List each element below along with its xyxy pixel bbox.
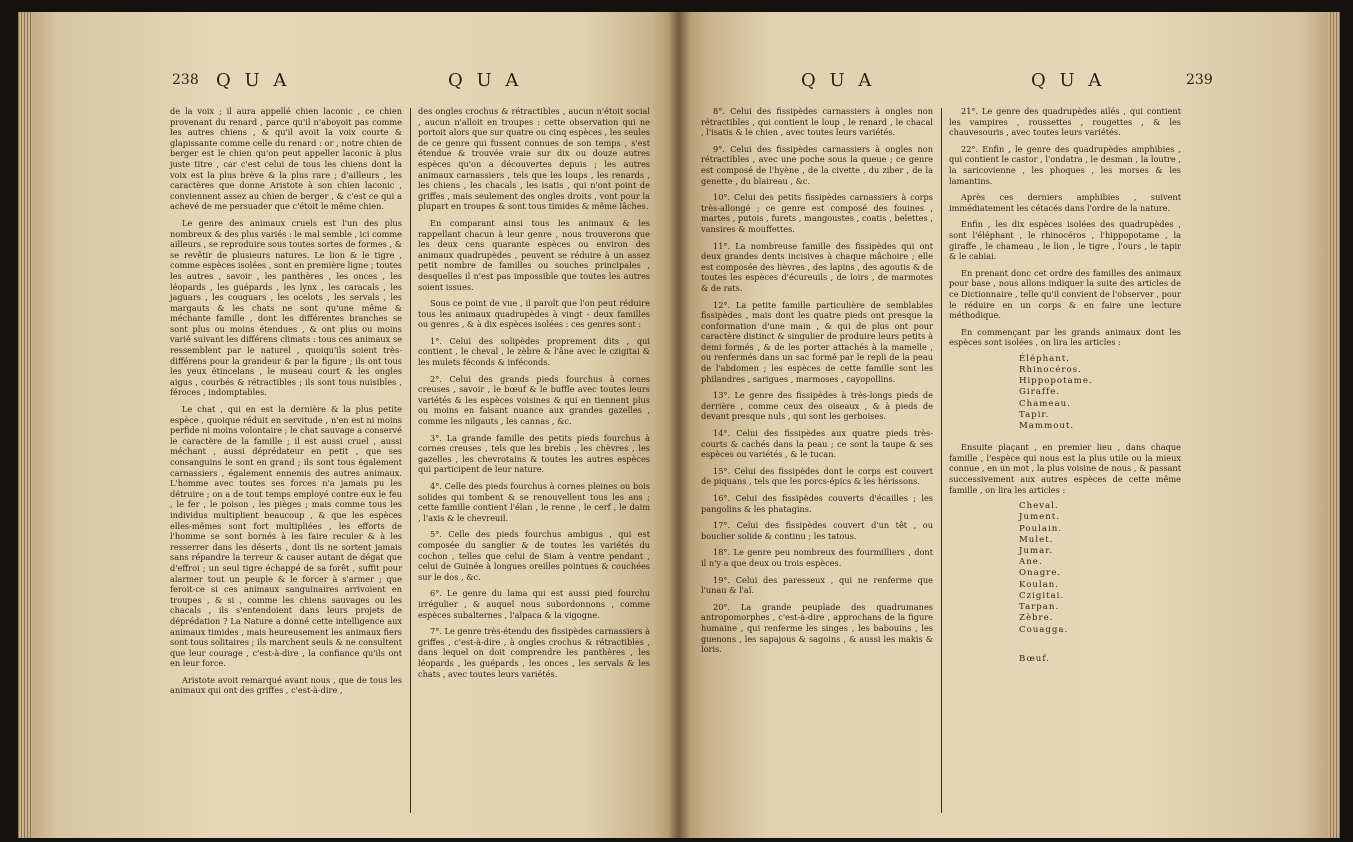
article-entry: Chameau.	[1019, 398, 1071, 409]
running-head: Q U A	[216, 70, 291, 91]
paragraph: 15°. Celui des fissipèdes dont le corps est couvert de piquans , tels que les porcs-épics & les hérissons.	[701, 465, 933, 487]
paragraph: 2°. Celui des grands pieds fourchus à cornes creuses , savoir , le bœuf & le buffle avec toutes leurs variétés & les espèces voisines & qui en tiennent plus ou moins en faisant nuance aux grandes gazelles , comme les nilgauts , les cannas , &c.	[418, 373, 650, 427]
article-list	[1019, 501, 1181, 635]
paragraph: Ensuite plaçant , en premier lieu , dans chaque famille , l'espèce qui nous est la plus utile ou la mieux connue , en un mot , la plus voisine de nous , & passant successivement aux autres espèces de cette même famille , on lira les articles :	[949, 442, 1181, 495]
page-number: 238	[172, 72, 199, 88]
paragraph: de la voix ; il aura appellé chien laconic , ce chien provenant du renard , parce qu'il n'aboyoit pas comme les autres chiens , & qu'il avoit la voix courte & glapissante comme celle du renard : or , notre chien de berger est le chien qu'on peut appeller laconic à plus juste titre , car c'est celui de tous les chiens dont la voix est la plus brève & la plus rare ; d'ailleurs , les caractères que donne Aristote à son chien laconic , conviennent assez au chien de berger , & c'est ce qui a achevé de me persuader que c'étoit le même chien.	[170, 106, 402, 212]
article-entry: Cheval.	[1019, 501, 1059, 512]
article-entry: Poulain.	[1019, 523, 1063, 534]
open-book	[18, 12, 1340, 838]
article-list	[1019, 654, 1181, 665]
paragraph: 7°. Le genre très-étendu des fissipèdes carnassiers à griffes , c'est-à-dire , à ongles crochus & rétractibles , dans lequel on doit comprendre les panthères , les léopards , les guépards , les onces , les servals & les chats , avec toutes leurs variétés.	[418, 626, 650, 679]
book-spine	[668, 12, 690, 838]
running-head: Q U A	[448, 70, 523, 91]
paragraph: Enfin , les dix espèces isolées des quadrupèdes , sont l'éléphant , le rhinocéros , l'hippopotame , la giraffe , le chameau , le lion , le tigre , l'ours , le tapir & le cabiai.	[949, 219, 1181, 262]
page-number: 239	[1186, 72, 1213, 88]
paragraph: 21°. Le genre des quadrupèdes ailés , qui contient les vampires , roussettes , rougettes , & les chauvesouris , avec toutes leurs variétés.	[949, 106, 1181, 138]
paragraph: 5°. Celle des pieds fourchus ambigus , qui est composée du sanglier & de toutes les variétés du cochon , telles que celui de Siam à ventre pendant , celui de Guinée à longues oreilles pointues & couchées sur le dos , &c.	[418, 529, 650, 582]
paragraph: 20°. La grande peuplade des quadrumanes antropomorphes , c'est-à-dire , approchans de la figure humaine , qui renferme les singes , les babouins , les guenons , les sapajous & sagoins , & aussi les makis & loris.	[701, 601, 933, 655]
text-column-1	[701, 106, 933, 661]
article-entry: Éléphant.	[1019, 353, 1070, 364]
paragraph: 10°. Celui des petits fissipèdes carnassiers à corps très-allongé ; ce genre est composé des fouines , martes , putois , furets , mangoustes , coatis , belettes , vansires & mouffettes.	[701, 192, 933, 234]
article-entry: Onagre.	[1019, 568, 1062, 579]
article-entry: Bœuf.	[1019, 653, 1050, 664]
paragraph: Le chat , qui en est la dernière & la plus petite espèce , quoique réduit en servitude , n'en est ni moins perfide ni moins volontaire ; le chat sauvage a conservé le caractère de la famille ; il est aussi cruel , aussi méchant , aussi déprédateur en petit , que ses consanguins le sont en grand ; ils sont tous également carnassiers , également ennemis des autres animaux. L'homme avec toutes ses forces n'a jamais pu les détruire ; on a de tout temps employé contre eux le feu , le fer , le poison , les pièges ; mais comme tous les individus multiplient beaucoup , & que les espèces elles-mêmes sont fort multipliées , les efforts de l'homme se sont bornés à les faire reculer & à les resserrer dans les déserts , dont ils ne sortent jamais sans répandre la terreur & causer autant de dégat que d'effroi ; un seul tigre échappé de sa forêt , suffit pour alarmer tout un peuple & le forcer à s'armer ; que feroit-ce si ces animaux sanguinaires arrivoient en troupes , & si , comme les chiens sauvages ou les chacals , ils s'entendoient dans leurs projets de déprédation ? La Nature a donné cette intelligence aux animaux timides , mais heureusement les animaux fiers sont tous solitaires ; ils marchent seuls & ne consultent que leur courage , c'est-à-dire , la confiance qu'ils ont en leur force.	[170, 404, 402, 669]
paragraph: 14°. Celui des fissipèdes aux quatre pieds très-courts & cachés dans la peau ; ce sont la taupe & ses espèces ou variétés , & le tucan.	[701, 428, 933, 460]
article-entry: Giraffe.	[1019, 387, 1061, 398]
column-rule	[941, 108, 942, 813]
paragraph: 18°. Le genre peu nombreux des fourmilliers , dont il n'y a que deux ou trois espèces.	[701, 547, 933, 568]
paragraph: 22°. Enfin , le genre des quadrupèdes amphibies , qui contient le castor , l'ondatra , le desman , la loutre , la saricovienne , les phoques , les morses & les lamantins.	[949, 143, 1181, 186]
article-list	[1019, 354, 1181, 432]
paragraph: 16°. Celui des fissipèdes couverts d'écailles ; les pangolins & les phatagins.	[701, 493, 933, 514]
paragraph: 9°. Celui des fissipèdes carnassiers à ongles non rétractibles , avec une poche sous la queue ; ce genre est composé de l'hyène , de la civette , du ziber , de la genette , du blaireau , &c.	[701, 143, 933, 186]
article-entry: Jument.	[1019, 512, 1060, 523]
paragraph: Sous ce point de vue , il paroît que l'on peut réduire tous les animaux quadrupèdes à vingt - deux familles ou genres , & à dix espèces isolées : ces genres sont :	[418, 298, 650, 330]
text-column-2	[418, 106, 650, 685]
paragraph: 17°. Celui des fissipèdes couvert d'un têt , ou bouclier solide & continu ; les tatous.	[701, 520, 933, 541]
article-entry: Tarpan.	[1019, 602, 1060, 613]
paragraph: 4°. Celle des pieds fourchus à cornes pleines ou bois solides qui tombent & se renouvellent tous les ans ; cette famille contient l'élan , le renne , le cerf , le daim , l'axis & le chevreuil.	[418, 481, 650, 523]
page-edge	[18, 12, 32, 838]
paragraph: 11°. La nombreuse famille des fissipèdes qui ont deux grandes dents incisives à chaque mâchoire ; elle est composée des lièvres , des lapins , des agoutis & de toutes les espèces d'écureuils , de loirs , de marmotes & de rats.	[701, 240, 933, 293]
article-entry: Hippopotame.	[1019, 376, 1093, 387]
article-entry: Tapir.	[1019, 409, 1050, 420]
left-page	[18, 12, 679, 838]
page-edge	[1328, 12, 1340, 838]
paragraph: En commençant par les grands animaux dont les espèces sont isolées , on lira les articles :	[949, 326, 1181, 348]
article-entry: Ane.	[1019, 557, 1043, 568]
paragraph: 8°. Celui des fissipèdes carnassiers à ongles non rétractibles , qui contient le loup , le renard , le chacal , l'isatis & le chien , avec toutes leurs variétés.	[701, 106, 933, 138]
paragraph: des ongles crochus & rétractibles , aucun n'étoit social , aucun n'alloit en troupes : cette observation qui ne portoit alors que sur quatre ou cinq espèces , les seules de ce genre qui fussent connues de son temps , s'est étendue & trouvée vraie sur dix ou douze autres espèces qu'on a découvertes depuis ; les autres animaux carnassiers , tels que les loups , les renards , les chiens , les chacals , les isatis , qui n'ont point de griffes , mais seulement des ongles droits , vont pour la plupart en troupes & sont tous timides & même lâches.	[418, 106, 650, 212]
paragraph: En comparant ainsi tous les animaux & les rappellant chacun à leur genre , nous trouverons que les deux cens quarante espèces ou environ des animaux quadrupèdes , peuvent se réduire à un assez petit nombre de familles ou souches principales , desquelles il n'est pas impossible que toutes les autres soient issues.	[418, 217, 650, 292]
article-entry: Couagga.	[1019, 624, 1069, 635]
paragraph: 6°. Le genre du lama qui est aussi pied fourchu irrégulier , & auquel nous subordonnons , comme espèces subalternes , l'alpaca & la vigogne.	[418, 588, 650, 620]
article-entry: Rhinocéros.	[1019, 365, 1082, 376]
article-entry: Czigitai.	[1019, 590, 1065, 601]
article-entry: Zèbre.	[1019, 613, 1054, 624]
paragraph: 3°. La grande famille des petits pieds fourchus à cornes creuses , tels que les brebis , les chèvres , les gazelles , les chevrotains & toutes les autres espèces qui participent de leur nature.	[418, 432, 650, 475]
paragraph: Aristote avoit remarqué avant nous , que de tous les animaux qui ont des griffes , c'est-à-dire ,	[170, 674, 402, 696]
running-head: Q U A	[801, 70, 876, 91]
running-head: Q U A	[1031, 70, 1106, 91]
paragraph: Après ces derniers amphibies , suivent immédiatement les cétacés dans l'ordre de la nature.	[949, 192, 1181, 213]
article-entry: Mammout.	[1019, 421, 1075, 432]
paragraph: 1°. Celui des solipèdes proprement dits , qui contient , le cheval , le zèbre & l'âne avec le czigitai & les mulets féconds & inféconds.	[418, 335, 650, 368]
article-entry: Jumar.	[1019, 546, 1054, 557]
paragraph: 13°. Le genre des fissipèdes à très-longs pieds de derrière , comme ceux des oiseaux , & à pieds de devant presque nuls , qui sont les gerboises.	[701, 390, 933, 422]
paragraph: 12°. La petite famille particulière de semblables fissipèdes , mais dont les quatre pieds ont presque la conformation d'une main , & qui de plus ont pour caractère distinct & singulier de produire leurs petits à demi formés , & de les porter attachés à la mamelle , ou renfermés dans un sac formé par le repli de la peau de l'abdomen ; les espèces de cette famille sont les philandres , sarigues , marmoses , cayopollins.	[701, 299, 933, 384]
text-column-2	[949, 106, 1181, 675]
right-page	[679, 12, 1340, 838]
paragraph: 19°. Celui des paresseux , qui ne renferme que l'unau & l'aï.	[701, 574, 933, 596]
text-column-1	[170, 106, 402, 702]
article-entry: Mulet.	[1019, 534, 1054, 545]
article-entry: Koulan.	[1019, 579, 1060, 590]
paragraph: En prenant donc cet ordre des familles des animaux pour base , nous allons indiquer la suite des articles de ce Dictionnaire , telle qu'il convient de l'observer , pour le réduire en un corps & en faire une lecture méthodique.	[949, 267, 1181, 321]
column-rule	[410, 108, 411, 813]
paragraph: Le genre des animaux cruels est l'un des plus nombreux & des plus variés : le mal semble , ici comme ailleurs , se reproduire sous toutes sortes de formes , & se revêtir de plusieurs natures. Le lion & le tigre , comme espèces isolées , sont en première ligne ; toutes les autres , savoir , les panthères , les onces , les léopards , les guépards , les lynx , les caracals , les jaguars , les couguars , les ocelots , les servals , les margauts & les chats ne sont qu'une même & méchante famille , dont les différentes branches se sont plus ou moins étendues , & ont plus ou moins varié suivant les différens climats : tous ces animaux se ressemblent par le naturel , quoiqu'ils soient très-différens pour la grandeur & par la figure ; ils ont tous les yeux étincelans , le museau court & les ongles aigus , courbés & rétractibles ; ils sont tous nuisibles , féroces , indomptables.	[170, 217, 402, 398]
